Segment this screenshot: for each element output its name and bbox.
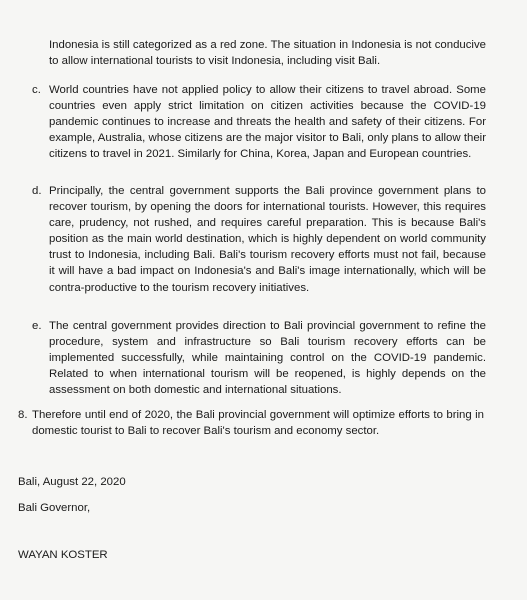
point-8-text: Therefore until end of 2020, the Bali provincial government will optimize efforts to bring in domestic tourist to Bali to recover Bali's tourism and economy sector. [32, 409, 484, 438]
signatory-name: WAYAN KOSTER [18, 549, 108, 561]
item-c-marker: c. [32, 84, 41, 96]
point-8-marker: 8. [18, 409, 28, 421]
item-d-text: Principally, the central government supports the Bali province government plans to recover tourism, by opening the doors for international tourists. However, this requires care, prudency, not rushed, and requires careful preparation. This is because Bali's position as the main world destination, which is highly dependent on world community trust to Indonesia, including Bali. Bali's tourism recovery efforts must not fail, because it will have a bad impact on Indonesia's and Bali's image internationally, which will be contra-productive to the tourism recovery initiatives. [49, 185, 486, 294]
item-e-text: The central government provides direction to Bali provincial government to refine the procedure, system and infrastructure so Bali tourism recovery efforts can be implemented successfully, while maintaining control on the COVID-19 pandemic. Related to when international tourism will be reopened, is highly depends on the assessment on both domestic and international situations. [49, 320, 486, 397]
item-c-text: World countries have not applied policy to allow their citizens to travel abroad. Some countries even apply strict limitation on citizen activities because the COVID-19 pandemic continues to increase and threats the health and safety of their citizens. For example, Australia, whose citizens are the major visitor to Bali, only plans to allow their citizens to travel in 2021. Similarly for China, Korea, Japan and European countries. [49, 84, 486, 161]
item-e-marker: e. [32, 320, 42, 332]
signatory-title: Bali Governor, [18, 502, 91, 514]
item-d-marker: d. [32, 185, 42, 197]
date-line: Bali, August 22, 2020 [18, 476, 126, 488]
continuation-paragraph: Indonesia is still categorized as a red zone. The situation in Indonesia is not conducive to allow international tourists to visit Indonesia, including visit Bali. [49, 39, 486, 68]
